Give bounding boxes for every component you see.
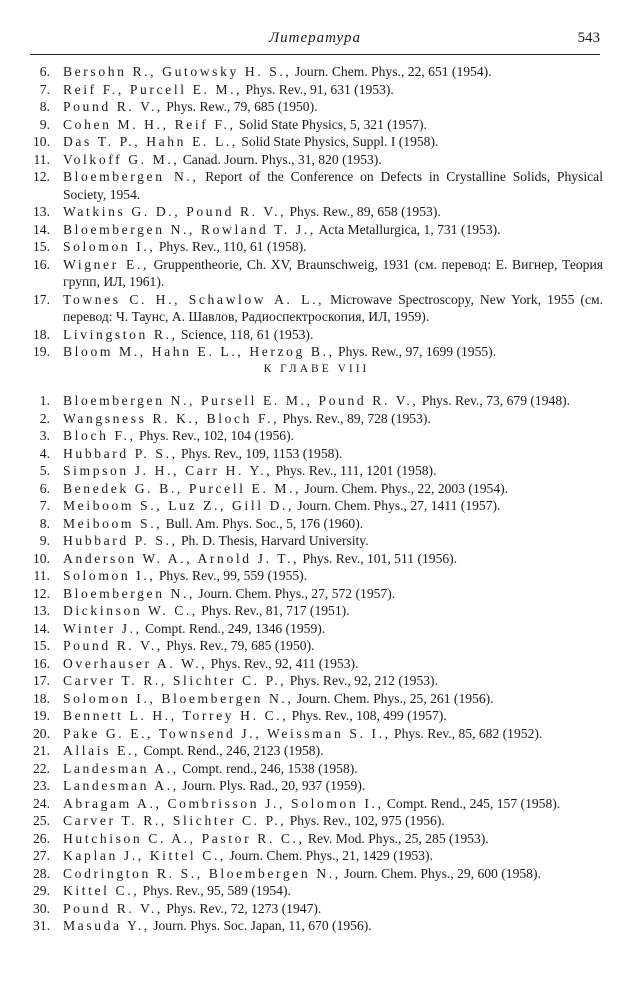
reference-authors: Bennett L. H., Torrey H. C., xyxy=(63,708,289,723)
reference-authors: Solomon I., Bloembergen N., xyxy=(63,690,294,706)
reference-item xyxy=(0,830,633,848)
reference-authors: Carver T. R., Slichter C. P., xyxy=(63,813,287,828)
reference-item xyxy=(0,707,633,725)
reference-number: 15. xyxy=(33,638,50,653)
reference-number: 19. xyxy=(33,344,50,359)
reference-authors: Overhauser A. W., xyxy=(63,655,208,671)
reference-number: 10. xyxy=(33,134,50,149)
reference-authors: Pake G. E., Townsend J., Weissman S. I., xyxy=(63,725,391,741)
reference-item xyxy=(0,550,633,568)
reference-source: Journ. Chem. Phys., 22, 651 (1954). xyxy=(291,64,492,79)
reference-source: Phys. Rev., 110, 61 (1958). xyxy=(155,239,307,254)
reference-source: Ph. D. Thesis, Harvard University. xyxy=(177,533,369,548)
reference-authors: Wangsness R. K., Bloch F., xyxy=(63,410,280,426)
reference-number: 23. xyxy=(33,778,50,793)
reference-item xyxy=(0,151,633,169)
reference-source: Report of the Conference on Defects in Crystalline Solids, Physical Society, 1954. xyxy=(63,169,603,202)
reference-source: Phys. Rew., 89, 658 (1953). xyxy=(286,204,441,219)
reference-source: Phys. Rev., 73, 679 (1948). xyxy=(418,393,571,408)
reference-source: Journ. Chem. Phys., 22, 2003 (1954). xyxy=(301,480,509,496)
reference-number: 31. xyxy=(33,918,50,933)
reference-number: 3. xyxy=(39,428,50,443)
reference-authors: Meiboom S., Luz Z., Gill D., xyxy=(63,498,295,513)
reference-source: Phys. Rev., 91, 631 (1953). xyxy=(242,81,394,97)
reference-source: Solid State Physics, 5, 321 (1957). xyxy=(235,116,427,132)
reference-item xyxy=(0,256,633,291)
reference-item xyxy=(0,795,633,813)
reference-number: 13. xyxy=(33,603,50,618)
reference-item xyxy=(0,690,633,708)
reference-authors: Benedek G. B., Purcell E. M., xyxy=(63,480,302,496)
reference-item xyxy=(0,462,633,480)
reference-number: 20. xyxy=(33,725,50,741)
reference-item xyxy=(0,847,633,865)
reference-source: Phys. Rev., 111, 1201 (1958). xyxy=(272,463,437,478)
reference-source: Phys. Rev., 108, 499 (1957). xyxy=(288,708,447,723)
reference-authors: Hubbard P. S., xyxy=(63,445,178,461)
reference-source: Phys. Rev., 92, 411 (1953). xyxy=(207,655,359,671)
reference-source: Phys. Rev., 99, 559 (1955). xyxy=(155,568,308,583)
reference-item xyxy=(0,480,633,498)
reference-number: 12. xyxy=(33,585,50,601)
reference-item xyxy=(0,427,633,445)
reference-item xyxy=(0,725,633,743)
reference-item xyxy=(0,655,633,673)
reference-authors: Dickinson W. C., xyxy=(63,603,198,618)
reference-authors: Bloch F., xyxy=(63,428,136,443)
reference-source: Compt. Rend., 249, 1346 (1959). xyxy=(141,620,326,636)
reference-source: Solid State Physics, Suppl. I (1958). xyxy=(237,134,439,149)
reference-authors: Pound R. V., xyxy=(63,900,163,916)
reference-source: Microwave Spectroscopy, New York, 1955 (см. перевод: Ч. Таунс, А. Шавлов, Радиоспектроскопия, ИЛ, 1959). xyxy=(63,291,603,324)
reference-number: 16. xyxy=(33,256,50,272)
running-title: Литература xyxy=(268,30,362,46)
reference-authors: Masuda Y., xyxy=(63,918,150,933)
reference-number: 12. xyxy=(33,169,50,184)
reference-authors: Landesman A., xyxy=(63,760,179,776)
reference-source: Rev. Mod. Phys., 25, 285 (1953). xyxy=(304,830,489,846)
reference-authors: Wigner E., xyxy=(63,256,149,272)
reference-item xyxy=(0,133,633,151)
reference-item xyxy=(0,672,633,690)
reference-item xyxy=(0,63,633,81)
reference-number: 7. xyxy=(39,498,50,513)
reference-authors: Hutchison C. A., Pastor R. C., xyxy=(63,830,305,846)
reference-source: Phys. Rev., 81, 717 (1951). xyxy=(197,603,350,618)
reference-item xyxy=(0,900,633,918)
reference-number: 27. xyxy=(33,848,50,863)
reference-number: 5. xyxy=(39,463,50,478)
reference-item xyxy=(0,98,633,116)
reference-number: 7. xyxy=(39,81,50,97)
reference-number: 6. xyxy=(39,480,50,496)
reference-authors: Codrington R. S., Bloembergen N., xyxy=(63,865,341,881)
reference-number: 26. xyxy=(33,830,50,846)
reference-authors: Simpson J. H., Carr H. Y., xyxy=(63,463,273,478)
reference-item xyxy=(0,917,633,935)
reference-item xyxy=(0,221,633,239)
reference-number: 16. xyxy=(33,655,50,671)
reference-source: Journ. Plys. Rad., 20, 937 (1959). xyxy=(178,778,366,793)
reference-authors: Bloembergen N., Rowland T. J., xyxy=(63,221,316,237)
reference-item xyxy=(0,81,633,99)
reference-authors: Pound R. V., xyxy=(63,638,163,653)
reference-number: 29. xyxy=(33,883,50,898)
header-rule xyxy=(30,54,600,55)
reference-item xyxy=(0,742,633,760)
reference-number: 17. xyxy=(33,291,50,307)
reference-number: 11. xyxy=(33,151,50,167)
reference-source: Phys. Rev., 85, 682 (1952). xyxy=(390,725,543,741)
reference-number: 8. xyxy=(39,99,50,114)
reference-item xyxy=(0,515,633,533)
reference-authors: Pound R. V., xyxy=(63,99,163,114)
reference-number: 19. xyxy=(33,708,50,723)
reference-authors: Bloembergen N., Pursell E. M., Pound R. V., xyxy=(63,393,419,408)
reference-item xyxy=(0,602,633,620)
reference-item xyxy=(0,392,633,410)
reference-number: 28. xyxy=(33,865,50,881)
reference-number: 14. xyxy=(33,221,50,237)
reference-source: Canad. Journ. Phys., 31, 820 (1953). xyxy=(179,151,382,167)
reference-source: Phys. Rev., 89, 728 (1953). xyxy=(279,410,431,426)
reference-item xyxy=(0,585,633,603)
reference-authors: Bloembergen N., xyxy=(63,169,199,184)
reference-item xyxy=(0,567,633,585)
reference-source: Phys. Rew., 97, 1699 (1955). xyxy=(334,344,497,359)
reference-source: Journ. Chem. Phys., 27, 572 (1957). xyxy=(195,585,396,601)
reference-number: 14. xyxy=(33,620,50,636)
reference-authors: Kaplan J., Kittel C., xyxy=(63,848,226,863)
reference-number: 24. xyxy=(33,795,50,811)
page-number: 543 xyxy=(577,30,600,46)
reference-item xyxy=(0,116,633,134)
reference-authors: Das T. P., Hahn E. L., xyxy=(63,134,238,149)
reference-source: Compt. Rend., 245, 157 (1958). xyxy=(383,795,561,811)
reference-authors: Cohen M. H., Reif F., xyxy=(63,116,236,132)
reference-source: Journ. Chem. Phys., 29, 600 (1958). xyxy=(340,865,541,881)
reference-number: 2. xyxy=(39,410,50,426)
reference-source: Compt. Rend., 246, 2123 (1958). xyxy=(139,743,324,758)
reference-source: Phys. Rev., 79, 685 (1950). xyxy=(162,638,315,653)
reference-source: Phys. Rev., 101, 511 (1956). xyxy=(299,550,458,566)
reference-item xyxy=(0,291,633,326)
reference-source: Acta Metallurgica, 1, 731 (1953). xyxy=(315,221,501,237)
reference-source: Phys. Rev., 102, 104 (1956). xyxy=(135,428,295,443)
reference-source: Phys. Rev., 109, 1153 (1958). xyxy=(177,445,343,461)
reference-number: 9. xyxy=(39,116,50,132)
reference-item xyxy=(0,445,633,463)
reference-number: 22. xyxy=(33,760,50,776)
reference-number: 10. xyxy=(33,550,50,566)
reference-number: 9. xyxy=(39,533,50,548)
reference-number: 21. xyxy=(33,743,50,758)
reference-source: Gruppentheorie, Ch. XV, Braunschweig, 1931 (см. перевод: Е. Вигнер, Теория групп, ИЛ, 1961). xyxy=(63,256,603,289)
page-header xyxy=(30,30,600,52)
reference-authors: Volkoff G. M., xyxy=(63,151,180,167)
reference-source: Compt. rend., 246, 1538 (1958). xyxy=(178,760,358,776)
reference-authors: Solomon I., xyxy=(63,568,156,583)
reference-item xyxy=(0,238,633,256)
reference-source: Journ. Chem. Phys., 21, 1429 (1953). xyxy=(225,848,433,863)
reference-item xyxy=(0,620,633,638)
reference-source: Phys. Rev., 92, 212 (1953). xyxy=(286,673,438,688)
reference-item xyxy=(0,777,633,795)
reference-authors: Livingston R., xyxy=(63,326,178,342)
reference-authors: Townes C. H., Schawlow A. L., xyxy=(63,291,325,307)
reference-authors: Carver T. R., Slichter C. P., xyxy=(63,673,287,688)
reference-item xyxy=(0,760,633,778)
reference-number: 1. xyxy=(39,393,50,408)
reference-list-chapter-viii xyxy=(0,392,633,935)
reference-item xyxy=(0,326,633,344)
reference-number: 13. xyxy=(33,204,50,219)
reference-authors: Bersohn R., Gutowsky H. S., xyxy=(63,64,292,79)
reference-item xyxy=(0,168,633,203)
reference-authors: Anderson W. A., Arnold J. T., xyxy=(63,550,300,566)
reference-number: 11. xyxy=(33,568,50,583)
reference-authors: Allais E., xyxy=(63,743,140,758)
reference-authors: Landesman A., xyxy=(63,778,179,793)
reference-item xyxy=(0,410,633,428)
reference-authors: Reif F., Purcell E. M., xyxy=(63,81,243,97)
reference-list-chapter-vii xyxy=(0,63,633,361)
reference-source: Phys. Rev., 72, 1273 (1947). xyxy=(162,900,322,916)
reference-source: Phys. Rew., 79, 685 (1950). xyxy=(162,99,318,114)
reference-number: 18. xyxy=(33,326,50,342)
reference-authors: Solomon I., xyxy=(63,239,156,254)
reference-authors: Winter J., xyxy=(63,620,142,636)
reference-number: 17. xyxy=(33,673,50,688)
reference-number: 6. xyxy=(39,64,50,79)
reference-number: 4. xyxy=(39,445,50,461)
reference-authors: Kittel C., xyxy=(63,883,140,898)
reference-number: 18. xyxy=(33,690,50,706)
reference-item xyxy=(0,497,633,515)
section-heading: К ГЛАВЕ VIII xyxy=(263,363,370,375)
reference-authors: Watkins G. D., Pound R. V., xyxy=(63,204,287,219)
reference-item xyxy=(0,532,633,550)
reference-source: Phys. Rev., 102, 975 (1956). xyxy=(286,813,445,828)
reference-authors: Abragam A., Combrisson J., Solomon I., xyxy=(63,795,384,811)
reference-authors: Bloom M., Hahn E. L., Herzog B., xyxy=(63,344,335,359)
reference-item xyxy=(0,343,633,361)
reference-source: Journ. Chem. Phys., 25, 261 (1956). xyxy=(293,690,494,706)
reference-authors: Meiboom S., xyxy=(63,515,163,531)
reference-source: Journ. Chem. Phys., 27, 1411 (1957). xyxy=(294,498,501,513)
reference-number: 8. xyxy=(39,515,50,531)
reference-number: 15. xyxy=(33,239,50,254)
reference-authors: Hubbard P. S., xyxy=(63,533,178,548)
reference-item xyxy=(0,812,633,830)
reference-source: Journ. Phys. Soc. Japan, 11, 670 (1956). xyxy=(149,918,372,933)
reference-source: Phys. Rev., 95, 589 (1954). xyxy=(139,883,291,898)
reference-item xyxy=(0,637,633,655)
reference-number: 30. xyxy=(33,900,50,916)
reference-number: 25. xyxy=(33,813,50,828)
reference-item xyxy=(0,203,633,221)
reference-authors: Bloembergen N., xyxy=(63,585,195,601)
reference-source: Bull. Am. Phys. Soc., 5, 176 (1960). xyxy=(162,515,364,531)
reference-item xyxy=(0,865,633,883)
reference-item xyxy=(0,882,633,900)
reference-source: Science, 118, 61 (1953). xyxy=(177,326,314,342)
